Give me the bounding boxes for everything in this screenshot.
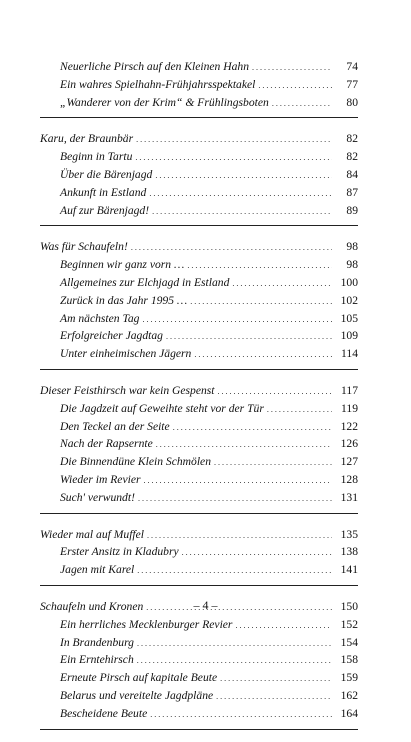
toc-dot-leader (190, 292, 332, 311)
toc-entry-title: Ein herrliches Mecklenburger Revier (60, 617, 233, 631)
toc-dot-leader (252, 58, 332, 77)
toc-subentry (40, 400, 358, 418)
toc-entry-title: Erster Ansitz in Kladubry (60, 545, 179, 559)
toc-subentry (40, 471, 358, 489)
toc-dot-leader (137, 634, 332, 653)
toc-entry-title: Schaufeln und Kronen (40, 599, 144, 613)
toc-dot-leader (136, 130, 332, 149)
toc-entry-page: 98 (346, 240, 358, 254)
toc-subentry (40, 489, 358, 507)
toc-dot-leader (135, 148, 332, 167)
toc-entry-page: 100 (340, 275, 358, 289)
toc-entry-title: Karu, der Braunbär (40, 132, 134, 146)
toc-subentry (40, 274, 358, 292)
toc-entry-title: Was für Schaufeln! (40, 240, 128, 254)
toc-entry-page: 158 (340, 653, 358, 667)
toc-entry-title: Jagen mit Karel (60, 563, 135, 577)
toc-dot-leader (272, 94, 332, 113)
toc-dot-leader (173, 418, 332, 437)
toc-subentry (40, 345, 358, 363)
toc-entry-title: „Wanderer von der Krim“ & Frühlingsboten (60, 95, 269, 109)
toc-dot-leader (138, 489, 332, 508)
toc-entry-title: Neuerliche Pirsch auf den Kleinen Hahn (60, 60, 250, 73)
toc-entry-title: Zurück in das Jahr 1995 … (60, 293, 188, 307)
toc-subentry (40, 166, 358, 184)
toc-dot-leader (216, 687, 332, 706)
toc-subentry (40, 418, 358, 436)
toc-entry-page: 80 (346, 95, 358, 109)
toc-entry-page: 87 (346, 185, 358, 199)
toc-entry-title: Such' verwundt! (60, 490, 135, 504)
toc-entry-page: 138 (340, 545, 358, 559)
toc-dot-leader (155, 166, 332, 185)
toc-entry-page: 126 (340, 437, 358, 451)
toc-entry-page: 102 (340, 293, 358, 307)
table-of-contents (40, 58, 358, 742)
toc-dot-leader (214, 453, 332, 472)
toc-entry-title: Wieder im Revier (60, 472, 141, 486)
toc-chapter-group (40, 238, 358, 370)
toc-entry-title: Den Teckel an der Seite (60, 419, 170, 433)
toc-entry-page: 105 (340, 311, 358, 325)
toc-entry-page: 109 (340, 329, 358, 343)
toc-subentry (40, 669, 358, 687)
toc-chapter-group (40, 382, 358, 514)
toc-entry-title: Bescheidene Beute (60, 706, 148, 720)
toc-subentry (40, 58, 358, 76)
toc-entry-page: 84 (346, 167, 358, 181)
toc-dot-leader (187, 256, 332, 275)
toc-subentry (40, 616, 358, 634)
toc-entry-page: 154 (340, 635, 358, 649)
toc-chapter-entry (40, 238, 358, 256)
toc-subentry (40, 561, 358, 579)
toc-entry-title: Unter einheimischen Jägern (60, 347, 192, 361)
toc-chapter-group (40, 58, 358, 118)
toc-dot-leader (152, 202, 332, 221)
toc-chapter-entry (40, 382, 358, 400)
toc-chapter-group (40, 130, 358, 226)
toc-entry-title: Nach der Rapsernte (60, 437, 153, 451)
toc-entry-title: In Brandenburg (60, 635, 134, 649)
toc-subentry (40, 76, 358, 94)
toc-entry-title: Die Binnendüne Klein Schmölen (60, 455, 212, 469)
toc-subentry (40, 310, 358, 328)
toc-dot-leader (235, 616, 332, 635)
toc-dot-leader (143, 471, 332, 490)
toc-entry-page: 119 (341, 401, 358, 415)
toc-dot-leader (131, 238, 332, 257)
toc-entry-title: Erfolgreicher Jagdtag (60, 329, 163, 343)
toc-entry-page: 77 (346, 77, 358, 91)
toc-dot-leader (182, 543, 332, 562)
toc-entry-page: 89 (346, 203, 358, 217)
toc-chapter-group (40, 526, 358, 586)
toc-dot-leader (194, 345, 332, 364)
toc-dot-leader (267, 400, 332, 419)
toc-entry-page: 82 (346, 132, 358, 146)
toc-subentry (40, 651, 358, 669)
toc-dot-leader (220, 669, 332, 688)
toc-dot-leader (137, 561, 332, 580)
toc-entry-title: Auf zur Bärenjagd! (60, 203, 150, 217)
toc-entry-title: Am nächsten Tag (60, 311, 140, 325)
toc-subentry (40, 148, 358, 166)
toc-subentry (40, 292, 358, 310)
toc-entry-page: 114 (341, 347, 358, 361)
toc-subentry (40, 327, 358, 345)
toc-subentry (40, 453, 358, 471)
toc-dot-leader (156, 435, 332, 454)
toc-entry-title: Ankunft in Estland (60, 185, 147, 199)
toc-entry-page: 141 (340, 563, 358, 577)
toc-chapter-group (40, 598, 358, 730)
toc-entry-page: 122 (340, 419, 358, 433)
toc-entry-title: Erneute Pirsch auf kapitale Beute (60, 671, 218, 685)
toc-entry-page: 159 (340, 671, 358, 685)
toc-entry-page: 128 (340, 472, 358, 486)
toc-subentry (40, 435, 358, 453)
toc-chapter-entry (40, 526, 358, 544)
toc-entry-title: Die Jagdzeit auf Geweihte steht vor der Tür (60, 401, 264, 415)
toc-dot-leader (149, 184, 332, 203)
toc-subentry (40, 687, 358, 705)
toc-dot-leader (137, 651, 332, 670)
toc-entry-title: Wieder mal auf Muffel (40, 527, 145, 541)
toc-entry-title: Über die Bärenjagd (60, 167, 153, 181)
toc-dot-leader (147, 526, 332, 545)
toc-entry-title: Ein Erntehirsch (60, 653, 134, 667)
toc-entry-page: 164 (340, 706, 358, 720)
toc-entry-page: 117 (341, 383, 358, 397)
toc-subentry (40, 94, 358, 112)
toc-entry-page: 98 (346, 258, 358, 272)
toc-entry-title: Beginn in Tartu (60, 150, 133, 164)
toc-entry-page: 162 (340, 688, 358, 702)
toc-dot-leader (232, 274, 332, 293)
toc-entry-page: 127 (340, 455, 358, 469)
toc-entry-title: Beginnen wir ganz vorn … (60, 258, 185, 272)
toc-dot-leader (258, 76, 332, 95)
toc-subentry (40, 184, 358, 202)
toc-entry-title: Allgemeines zur Elchjagd in Estland (60, 275, 230, 289)
toc-subentry (40, 543, 358, 561)
toc-entry-page: 152 (340, 617, 358, 631)
toc-subentry (40, 256, 358, 274)
toc-subentry (40, 705, 358, 723)
toc-subentry (40, 202, 358, 220)
page-number: – 4 – (193, 598, 218, 612)
toc-entry-page: 150 (340, 599, 358, 613)
toc-dot-leader (142, 310, 332, 329)
toc-entry-title: Dieser Feisthirsch war kein Gespenst (40, 383, 215, 397)
toc-entry-page: 135 (340, 527, 358, 541)
toc-dot-leader (150, 705, 332, 724)
toc-subentry (40, 634, 358, 652)
toc-entry-title: Ein wahres Spielhahn-Frühjahrsspektakel (60, 77, 256, 91)
toc-chapter-entry (40, 130, 358, 148)
toc-dot-leader (218, 382, 332, 401)
toc-entry-title: Belarus und vereitelte Jagdpläne (60, 688, 214, 702)
toc-entry-page: 82 (346, 150, 358, 164)
toc-dot-leader (166, 327, 332, 346)
toc-entry-page: 74 (346, 60, 358, 73)
toc-entry-page: 131 (340, 490, 358, 504)
